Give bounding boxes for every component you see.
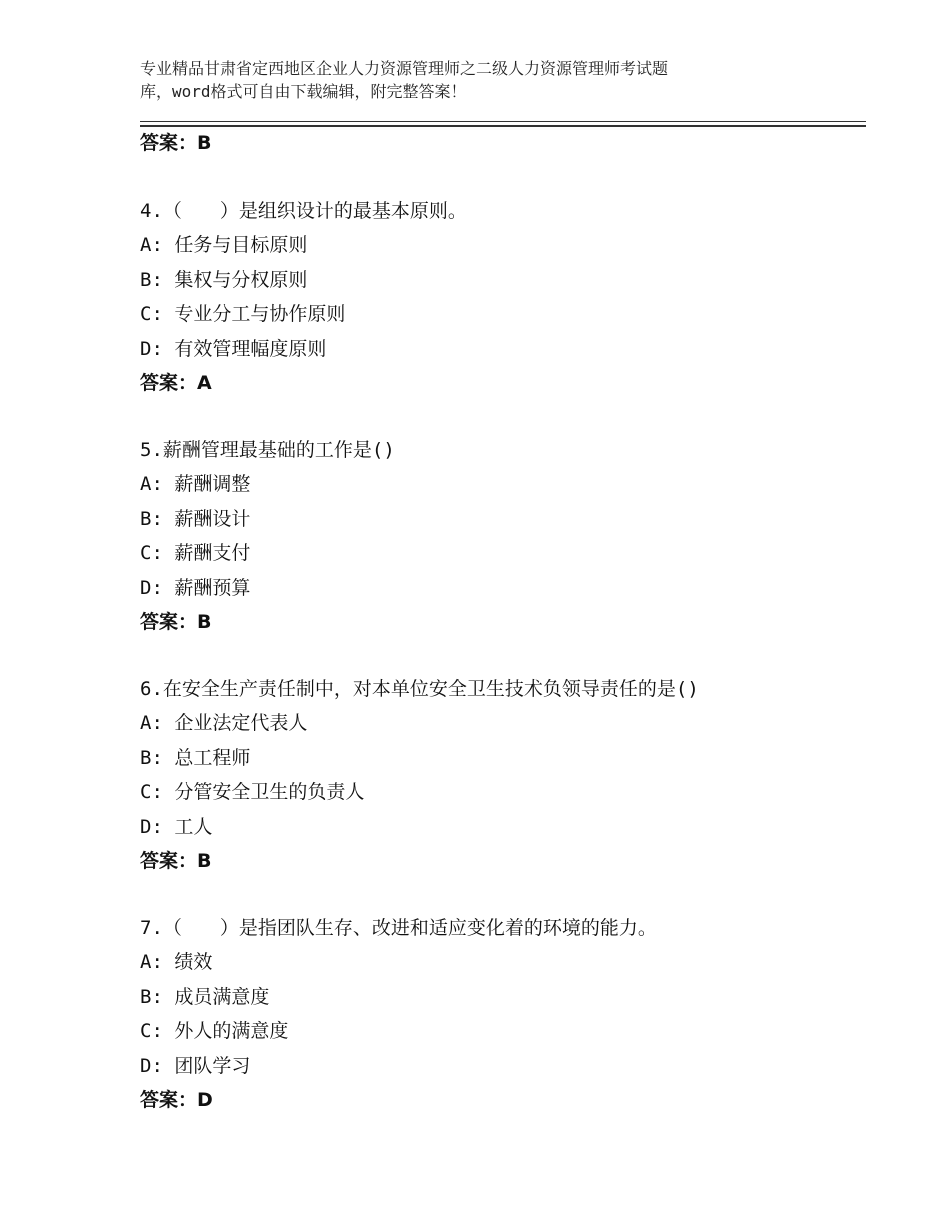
question-text: 6.在安全生产责任制中，对本单位安全卫生技术负领导责任的是() (140, 678, 699, 700)
previous-answer: 答案：B (140, 132, 212, 154)
option-b: B: 成员满意度 (140, 985, 270, 1008)
option-a: A: 薪酬调整 (140, 473, 251, 495)
option-b: B: 总工程师 (140, 746, 251, 769)
option-d: D: 团队学习 (140, 1054, 251, 1077)
option-d: D: 工人 (140, 815, 213, 838)
header-line-1: 专业精品甘肃省定西地区企业人力资源管理师之二级人力资源管理师考试题 (140, 59, 669, 78)
option-b: B: 集权与分权原则 (140, 268, 308, 291)
answer: 答案：D (140, 1089, 213, 1111)
question-text: 7.（ ）是指团队生存、改进和适应变化着的环境的能力。 (140, 917, 657, 939)
option-d: D: 薪酬预算 (140, 576, 251, 599)
question-7 (140, 911, 870, 1117)
option-a: A: 企业法定代表人 (140, 712, 308, 734)
option-d: D: 有效管理幅度原则 (140, 337, 327, 360)
question-text: 5.薪酬管理最基础的工作是() (140, 439, 395, 461)
header-line-2: 库，word格式可自由下载编辑，附完整答案！ (140, 82, 467, 101)
answer: 答案：A (140, 372, 212, 394)
header-divider (140, 121, 866, 122)
answer: 答案：B (140, 611, 212, 633)
header-divider-thick (140, 125, 866, 127)
option-a: A: 绩效 (140, 951, 213, 973)
document-header (140, 57, 840, 103)
option-a: A: 任务与目标原则 (140, 234, 308, 256)
question-6 (140, 672, 870, 878)
question-5 (140, 433, 870, 639)
option-c: C: 专业分工与协作原则 (140, 303, 346, 325)
option-c: C: 分管安全卫生的负责人 (140, 781, 365, 803)
answer: 答案：B (140, 850, 212, 872)
option-c: C: 外人的满意度 (140, 1020, 289, 1042)
option-c: C: 薪酬支付 (140, 542, 251, 564)
option-b: B: 薪酬设计 (140, 507, 251, 530)
question-text: 4.（ ）是组织设计的最基本原则。 (140, 200, 467, 222)
question-4 (140, 194, 870, 400)
